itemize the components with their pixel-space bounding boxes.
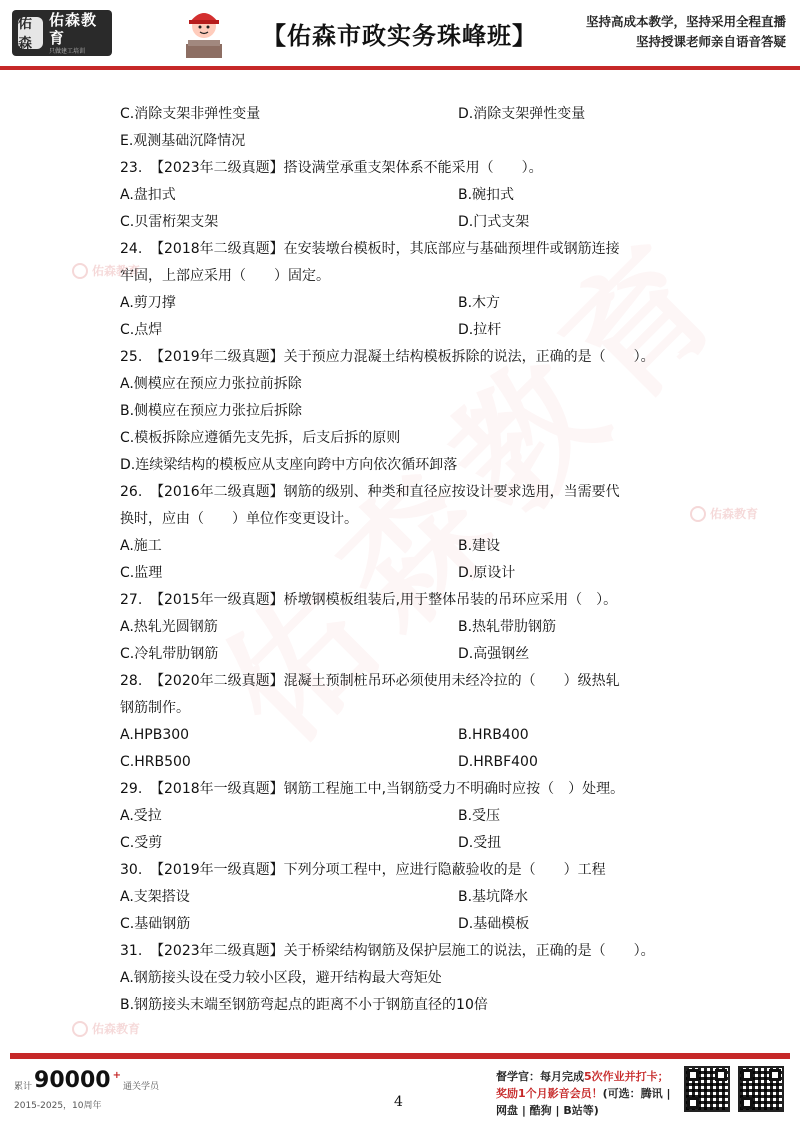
logo-name: 佑森教育 — [48, 10, 97, 47]
question-text: 【2020年二级真题】混凝土预制桩吊环必须使用未经冷拉的（ ）级热轧 — [150, 673, 620, 689]
question-text: 【2018年一级真题】钢筋工程施工中,当钢筋受力不明确时应按（ ）处理。 — [150, 781, 625, 797]
option-row — [120, 128, 700, 155]
option-a: A.HPB300 — [120, 727, 190, 743]
question-number: 23. — [120, 160, 143, 176]
logo-subtitle: 只做建工培训 — [48, 47, 85, 55]
option-b: B.HRB400 — [458, 727, 529, 743]
watermark-small: 佑森教育 — [72, 1020, 140, 1037]
question-26 — [120, 479, 700, 506]
question-number: 24. — [120, 241, 143, 257]
option-d: D.原设计 — [458, 565, 516, 581]
question-23 — [120, 155, 700, 182]
question-24 — [120, 236, 700, 263]
option-b: B.木方 — [458, 295, 501, 311]
option-b: B.基坑降水 — [458, 889, 529, 905]
footer-promo — [496, 1068, 678, 1119]
qr-code-1 — [684, 1066, 730, 1112]
page-title: 【佑森市政实务珠峰班】 — [262, 22, 537, 50]
watermark-small: 佑森教育 — [690, 505, 758, 522]
question-30 — [120, 857, 700, 884]
promo-e: 网盘 | 酷狗 | B站等) — [496, 1104, 599, 1117]
footer-stats — [14, 1070, 159, 1111]
slogan-line-2: 坚持授课老师亲自语音答疑 — [635, 34, 786, 49]
option-d: D.消除支架弹性变量 — [458, 106, 586, 122]
qr-code-2 — [738, 1066, 784, 1112]
option-c: C.受剪 — [120, 835, 163, 851]
option-row — [120, 641, 700, 668]
option-row — [120, 182, 700, 209]
option-c: C.贝雷桁架支架 — [120, 214, 219, 230]
question-27 — [120, 587, 700, 614]
question-text: 【2023年二级真题】关于桥梁结构钢筋及保护层施工的说法，正确的是（ ）。 — [150, 943, 655, 959]
option-a: A.盘扣式 — [120, 187, 176, 203]
question-31 — [120, 938, 700, 965]
option-a: A.热轧光圆钢筋 — [120, 619, 218, 635]
question-number: 25. — [120, 349, 143, 365]
slogan-line-1: 坚持高成本教学，坚持采用全程直播 — [585, 14, 786, 29]
option-d: D.受扭 — [458, 835, 502, 851]
question-text: 【2018年二级真题】在安装墩台模板时，其底部应与基础预埋件或钢筋连接 — [150, 241, 620, 257]
question-text-cont: 换时，应由（ ）单位作变更设计。 — [120, 511, 358, 527]
option-c: C.消除支架非弹性变量 — [120, 106, 261, 122]
option-d: D.拉杆 — [458, 322, 502, 338]
option-row — [120, 209, 700, 236]
accum-suffix: 通关学员 — [122, 1082, 159, 1092]
watermark-small: 佑森教育 — [72, 262, 140, 279]
question-number: 31. — [120, 943, 143, 959]
option-b: B.受压 — [458, 808, 501, 824]
option-row — [120, 911, 700, 938]
option-row — [120, 722, 700, 749]
option-row — [120, 830, 700, 857]
page-header — [0, 0, 800, 66]
years-text: 2015-2025，10周年 — [14, 1101, 102, 1111]
option-b: B.钢筋接头末端至钢筋弯起点的距离不小于钢筋直径的10倍 — [120, 997, 488, 1013]
question-number: 26. — [120, 484, 143, 500]
question-28 — [120, 668, 700, 695]
question-text: 【2016年二级真题】钢筋的级别、种类和直径应按设计要求选用，当需要代 — [150, 484, 620, 500]
option-b: B.热轧带肋钢筋 — [458, 619, 557, 635]
option-c: C.监理 — [120, 565, 163, 581]
question-number: 28. — [120, 673, 143, 689]
option-a: A.支架搭设 — [120, 889, 190, 905]
option-row — [120, 749, 700, 776]
option-b: B.侧模应在预应力张拉后拆除 — [120, 403, 303, 419]
option-d: D.基础模板 — [458, 916, 530, 932]
accum-plus: + — [112, 1070, 121, 1081]
option-c: C.冷轧带肋钢筋 — [120, 646, 219, 662]
promo-d: (可选：腾讯 | — [602, 1087, 671, 1100]
option-a: A.钢筋接头设在受力较小区段，避开结构最大弯矩处 — [120, 970, 442, 986]
option-row — [120, 533, 700, 560]
option-e: E.观测基础沉降情况 — [120, 133, 246, 149]
footer-divider — [10, 1053, 790, 1059]
option-c: C.HRB500 — [120, 754, 191, 770]
logo-mark: 佑森 — [18, 17, 43, 49]
option-d: D.连续梁结构的模板应从支座向跨中方向依次循环卸落 — [120, 457, 458, 473]
option-d: D.门式支架 — [458, 214, 530, 230]
option-b: B.建设 — [458, 538, 501, 554]
option-d: D.高强钢丝 — [458, 646, 530, 662]
option-d: D.HRBF400 — [458, 754, 538, 770]
accum-number: 90000 — [34, 1068, 111, 1093]
option-row — [120, 101, 700, 128]
question-25 — [120, 344, 700, 371]
option-c: C.模板拆除应遵循先支先拆，后支后拆的原则 — [120, 430, 401, 446]
option-a: A.受拉 — [120, 808, 162, 824]
question-number: 27. — [120, 592, 143, 608]
option-row — [120, 803, 700, 830]
question-text: 【2023年二级真题】搭设满堂承重支架体系不能采用（ ）。 — [150, 160, 543, 176]
question-content — [120, 101, 700, 1019]
promo-c: 奖励1个月影音会员！ — [496, 1087, 603, 1100]
promo-b: 5次作业并打卡； — [584, 1070, 669, 1083]
question-number: 29. — [120, 781, 143, 797]
option-row — [120, 560, 700, 587]
question-number: 30. — [120, 862, 143, 878]
header-slogan — [586, 12, 786, 52]
brand-logo — [12, 10, 112, 56]
option-a: A.侧模应在预应力张拉前拆除 — [120, 376, 302, 392]
question-text: 【2019年二级真题】关于预应力混凝土结构模板拆除的说法，正确的是（ ）。 — [150, 349, 655, 365]
option-row — [120, 884, 700, 911]
option-row — [120, 317, 700, 344]
option-c: C.点焊 — [120, 322, 163, 338]
header-divider — [0, 66, 800, 70]
promo-a: 督学官：每月完成 — [496, 1070, 584, 1083]
question-29 — [120, 776, 700, 803]
question-text: 【2015年一级真题】桥墩钢模板组装后,用于整体吊装的吊环应采用（ ）。 — [150, 592, 618, 608]
option-row — [120, 290, 700, 317]
option-c: C.基础钢筋 — [120, 916, 191, 932]
option-a: A.剪刀撑 — [120, 295, 176, 311]
mascot-illustration — [180, 6, 228, 60]
option-row — [120, 614, 700, 641]
page-number: 4 — [394, 1094, 403, 1110]
accum-label: 累计 — [14, 1082, 33, 1092]
question-text-cont: 牢固，上部应采用（ ）固定。 — [120, 268, 330, 284]
question-text: 【2019年一级真题】下列分项工程中，应进行隐蔽验收的是（ ）工程 — [150, 862, 606, 878]
option-a: A.施工 — [120, 538, 162, 554]
question-text-cont: 钢筋制作。 — [120, 700, 190, 716]
option-b: B.碗扣式 — [458, 187, 515, 203]
